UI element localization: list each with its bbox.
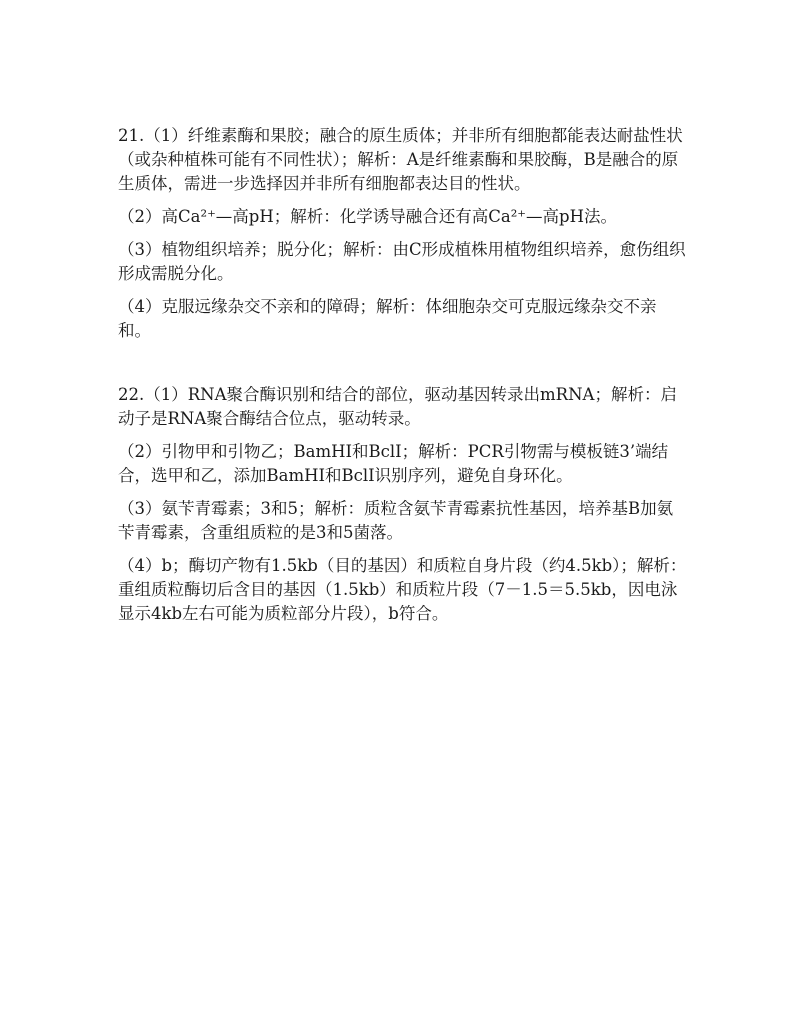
q21-part-4: （4）克服远缘杂交不亲和的障碍；解析：体细胞杂交可克服远缘杂交不亲和。 — [118, 297, 657, 340]
q22-part-1: 22.（1）RNA聚合酶识别和结合的部位，驱动基因转录出mRNA；解析：启动子是RNA聚合酶结合位点，驱动转录。 — [118, 385, 677, 428]
answer-page — [118, 124, 688, 626]
q22-part-3: （3）氨苄青霉素；3和5；解析：质粒含氨苄青霉素抗性基因，培养基B加氨苄青霉素，含重组质粒的是3和5菌落。 — [118, 499, 674, 542]
q22-part-2: （2）引物甲和引物乙；BamHⅠ和BclⅠ；解析：PCR引物需与模板链3’端结合，选甲和乙，添加BamHⅠ和BclⅠ识别序列，避免自身环化。 — [118, 442, 669, 485]
question-21 — [118, 124, 688, 343]
question-22 — [118, 383, 688, 626]
q21-part-1: 21.（1）纤维素酶和果胶；融合的原生质体；并非所有细胞都能表达耐盐性状（或杂种植株可能有不同性状）；解析：A是纤维素酶和果胶酶，B是融合的原生质体，需进一步选择因并非所有细胞都表达目的性状。 — [118, 126, 683, 193]
q21-part-3: （3）植物组织培养；脱分化；解析：由C形成植株用植物组织培养，愈伤组织形成需脱分化。 — [118, 240, 686, 283]
q22-part-4: （4）b；酶切产物有1.5kb（目的基因）和质粒自身片段（约4.5kb）；解析：重组质粒酶切后含目的基因（1.5kb）和质粒片段（7－1.5＝5.5kb，因电泳显示4kb左右可能为质粒部分片段），b符合。 — [118, 556, 687, 623]
q21-part-2: （2）高Ca²⁺—高pH；解析：化学诱导融合还有高Ca²⁺—高pH法。 — [118, 207, 617, 226]
